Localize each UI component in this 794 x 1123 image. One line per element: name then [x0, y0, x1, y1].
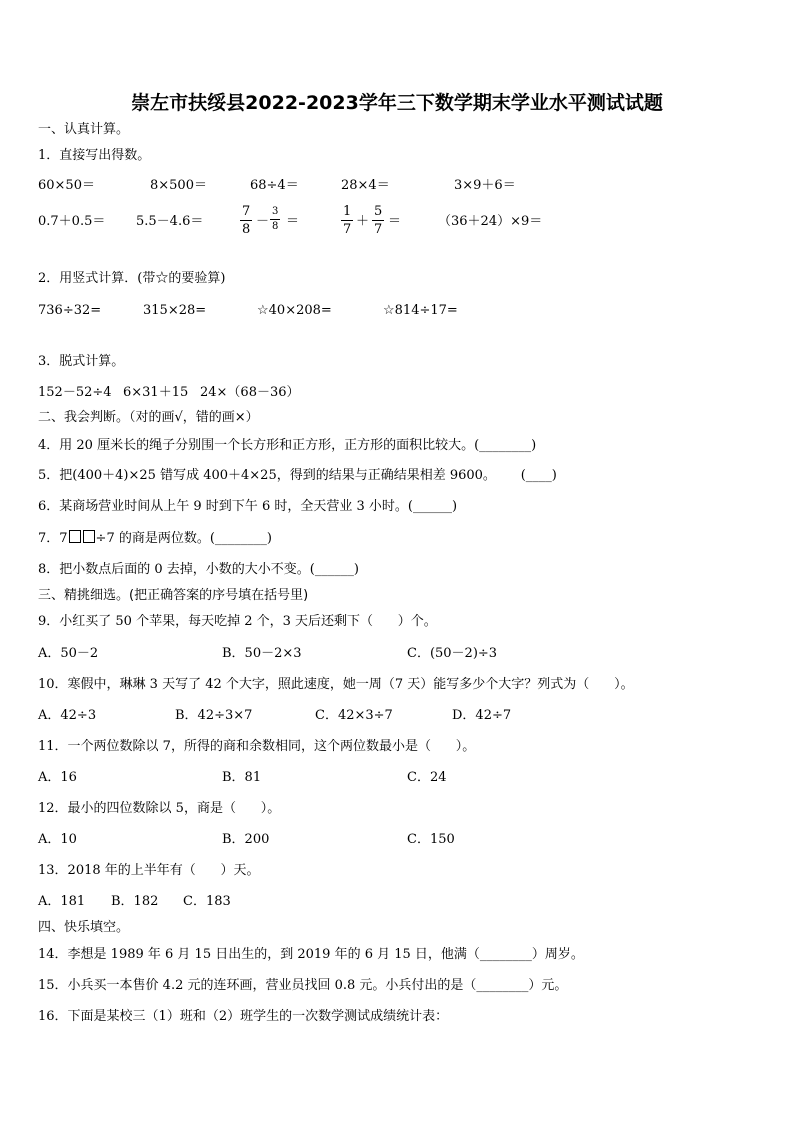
- step-calc-2: 6×31＋15: [123, 385, 189, 400]
- question-13: 13．2018 年的上半年有（ ）天。: [38, 863, 260, 878]
- calc-1-3: 68÷4＝: [250, 178, 299, 193]
- question-3-label: 3．脱式计算。: [38, 354, 125, 369]
- section-4-heading: 四、快乐填空。: [38, 920, 130, 935]
- q13-option-c: C．183: [183, 894, 231, 909]
- q9-option-c: C．(50－2)÷3: [407, 646, 498, 661]
- q12-option-b: B．200: [222, 832, 270, 847]
- question-4: 4．用 20 厘米长的绳子分别围一个长方形和正方形，正方形的面积比较大。(________): [38, 438, 537, 453]
- q9-option-a: A．50－2: [38, 646, 99, 661]
- q12-option-c: C．150: [407, 832, 455, 847]
- question-6: 6．某商场营业时间从上午 9 时到下午 6 时，全天营业 3 小时。(______): [38, 499, 458, 514]
- question-7-prefix: 7．7: [38, 531, 68, 546]
- fraction-1-7: 1 7: [343, 204, 352, 237]
- step-calc-1: 152－52÷4: [38, 385, 112, 400]
- question-8: 8．把小数点后面的 0 去掉，小数的大小不变。(______): [38, 562, 359, 577]
- question-9: 9．小红买了 50 个苹果，每天吃掉 2 个，3 天后还剩下（ ）个。: [38, 614, 437, 629]
- calc-1-2: 8×500＝: [150, 178, 207, 193]
- vertical-calc-2: 315×28=: [143, 303, 207, 318]
- minus-sign: －: [256, 214, 270, 229]
- section-2-heading: 二、我会判断。（对的画√，错的画×）: [38, 410, 259, 425]
- calc-1-4: 28×4＝: [341, 178, 390, 193]
- question-10: 10．寒假中，琳琳 3 天写了 42 个大字，照此速度，她一周（7 天）能写多少个大字？列式为（ ）。: [38, 677, 634, 692]
- question-12: 12．最小的四位数除以 5，商是（ ）。: [38, 801, 281, 816]
- blank-box: [69, 530, 81, 543]
- question-1-label: 1．直接写出得数。: [38, 148, 151, 163]
- question-2-label: 2．用竖式计算．(带☆的要验算): [38, 271, 226, 286]
- vertical-calc-4: ☆814÷17=: [383, 303, 458, 318]
- equals-sign: ＝: [286, 214, 300, 229]
- question-16: 16．下面是某校三（1）班和（2）班学生的一次数学测试成绩统计表：: [38, 1009, 449, 1024]
- vertical-calc-1: 736÷32=: [38, 303, 102, 318]
- question-5: 5．把(400＋4)×25 错写成 400＋4×25，得到的结果与正确结果相差 9600。 (____): [38, 468, 557, 483]
- q10-option-b: B．42÷3×7: [175, 708, 253, 723]
- q12-option-a: A．10: [38, 832, 77, 847]
- question-7: [38, 530, 272, 547]
- q11-option-a: A．16: [38, 770, 77, 785]
- q10-option-d: D．42÷7: [452, 708, 512, 723]
- step-calc-3: 24×（68－36）: [200, 385, 300, 400]
- plus-sign: ＋: [356, 214, 370, 229]
- section-3-heading: 三、精挑细选。(把正确答案的序号填在括号里): [38, 588, 309, 603]
- fraction-7-8: 7 8: [242, 204, 251, 237]
- q9-option-b: B．50－2×3: [222, 646, 302, 661]
- vertical-calc-3: ☆40×208=: [257, 303, 332, 318]
- q11-option-b: B．81: [222, 770, 262, 785]
- calc-2-2: 5.5－4.6＝: [136, 214, 204, 229]
- calc-2-5: （36＋24）×9＝: [438, 214, 543, 229]
- page-title: 崇左市扶绥县2022-2023学年三下数学期末学业水平测试试题: [131, 92, 663, 114]
- fraction-3-8: 3 8: [272, 206, 279, 232]
- q11-option-c: C．24: [407, 770, 447, 785]
- blank-box: [83, 530, 95, 543]
- q13-option-b: B．182: [111, 894, 159, 909]
- question-15: 15．小兵买一本售价 4.2 元的连环画，营业员找回 0.8 元。小兵付出的是（________）元。: [38, 978, 568, 993]
- q13-option-a: A．181: [38, 894, 86, 909]
- q10-option-a: A．42÷3: [38, 708, 97, 723]
- question-11: 11．一个两位数除以 7，所得的商和余数相同，这个两位数最小是（ ）。: [38, 739, 476, 754]
- question-14: 14．李想是 1989 年 6 月 15 日出生的，到 2019 年的 6 月 15 日，他满（________）周岁。: [38, 947, 584, 962]
- calc-2-1: 0.7＋0.5＝: [38, 214, 106, 229]
- q10-option-c: C．42×3÷7: [315, 708, 393, 723]
- calc-1-5: 3×9＋6＝: [454, 178, 516, 193]
- equals-sign: ＝: [388, 214, 402, 229]
- calc-1-1: 60×50＝: [38, 178, 95, 193]
- question-7-suffix: ÷7 的商是两位数。(________): [95, 531, 272, 546]
- fraction-5-7: 5 7: [374, 204, 383, 237]
- section-1-heading: 一、认真计算。: [38, 122, 130, 137]
